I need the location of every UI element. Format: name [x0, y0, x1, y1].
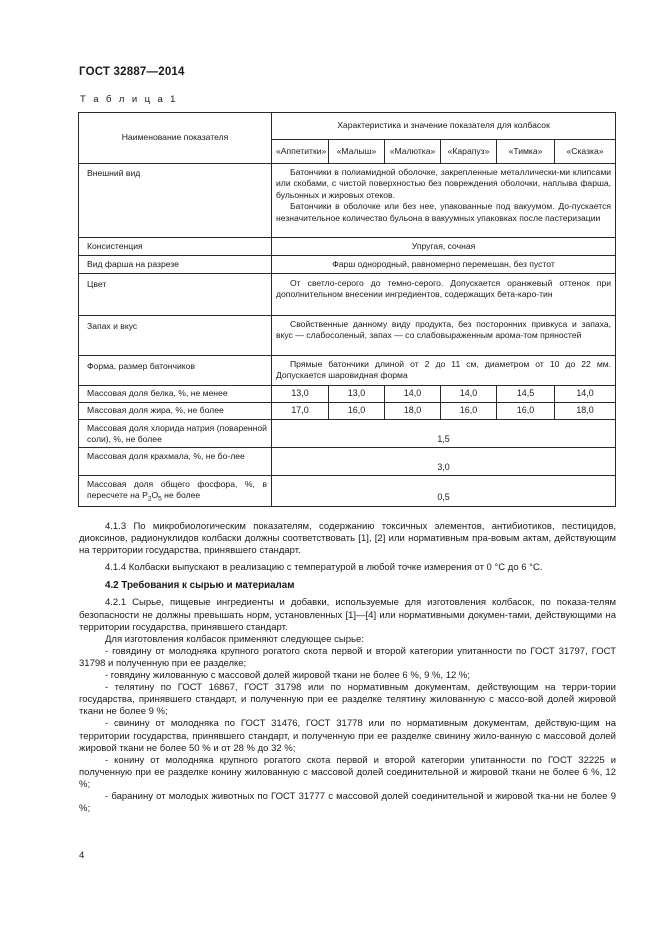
indicator-name: Запах и вкус: [79, 316, 272, 356]
indicator-value: [272, 274, 616, 316]
indicator-name: Массовая доля крахмала, %, не бо-лее: [79, 448, 272, 476]
table-caption: Т а б л и ц а 1: [80, 94, 178, 105]
value-paragraph: Батончики в полиамидной оболочке, закрепленные металлически-ми клипсами или скобами, с чистой поверхностью без повреждения оболочки, наплыва фарша, бульонных и жировых отеков.: [276, 167, 612, 200]
indicator-value: 3,0: [272, 448, 616, 476]
list-item: - конину от молодняка крупного рогатого скота первой и второй категории упитанности по ГОСТ 32225 и полученную при ее разделке конину жилованную с массовой долей соединительной и жировой ткани не более 6 %, 12 %;: [79, 754, 616, 790]
product-header: «Карапуз»: [441, 140, 497, 164]
numeric-value: 16,0: [329, 403, 385, 420]
indicator-value: [272, 164, 616, 238]
column-header-characteristic: Характеристика и значение показателя для колбасок: [272, 113, 616, 140]
page-number: 4: [79, 850, 85, 861]
list-item: - говядину жилованную с массовой долей жировой ткани не более 6 %, 9 %, 12 %;: [105, 670, 471, 682]
table-row: [79, 316, 616, 356]
section-heading-4-2: 4.2 Требования к сырью и материалам: [105, 580, 295, 592]
column-header-indicator: Наименование показателя: [79, 113, 272, 164]
raw-materials-intro: Для изготовления колбасок применяют следующее сырье:: [105, 633, 364, 645]
table-row: [79, 256, 616, 274]
indicator-name: Вид фарша на разрезе: [79, 256, 272, 274]
product-header: «Аппетитки»: [272, 140, 329, 164]
numeric-value: 13,0: [329, 386, 385, 403]
numeric-value: 16,0: [497, 403, 555, 420]
indicator-name: Внешний вид: [79, 164, 272, 238]
indicator-value: 0,5: [272, 476, 616, 507]
numeric-value: 14,5: [497, 386, 555, 403]
numeric-value: 17,0: [272, 403, 329, 420]
indicator-name: Консистенция: [79, 238, 272, 256]
table-row: [79, 448, 616, 476]
indicator-name: Массовая доля белка, %, не менее: [79, 386, 272, 403]
value-paragraph: Свойственные данному виду продукта, без посторонних привкуса и запаха, вкус — слабосоленый, запах — со слабовыраженным арома-том пряностей: [276, 319, 612, 341]
indicator-name: Форма, размер батончиков: [79, 356, 272, 386]
list-item: - свинину от молодняка по ГОСТ 31476, ГОСТ 31778 или по нормативным документам, действую-щим на территории государства, принявшего стандарт, и полученную при ее разделке свинину жило-ванную с массовой долей жировой ткани не более 50 % и от 28 % до 32 %;: [79, 718, 616, 754]
list-item: - баранину от молодых животных по ГОСТ 31777 с массовой долей соединительной и жировой тка-ни не более 9 %;: [79, 790, 616, 815]
indicator-value: [272, 316, 616, 356]
indicator-value: Упругая, сочная: [272, 238, 616, 256]
indicator-name: Цвет: [79, 274, 272, 316]
indicator-name: Массовая доля жира, %, не более: [79, 403, 272, 420]
indicator-value: Фарш однородный, равномерно перемешан, без пустот: [272, 256, 616, 274]
product-header: «Малыш»: [329, 140, 385, 164]
numeric-value: 18,0: [385, 403, 441, 420]
body-text: [79, 521, 616, 815]
table-row: [79, 420, 616, 448]
document-code: ГОСТ 32887—2014: [79, 66, 185, 78]
table-row: [79, 164, 616, 238]
product-header: «Сказка»: [555, 140, 616, 164]
indicator-value: 1,5: [272, 420, 616, 448]
table-row: [79, 238, 616, 256]
table-row: [79, 386, 616, 403]
indicator-name: Массовая доля общего фосфора, %, в пересчете на $P_2O_5$ не более: [79, 476, 272, 507]
numeric-value: 13,0: [272, 386, 329, 403]
indicator-value: [272, 356, 616, 386]
numeric-value: 14,0: [385, 386, 441, 403]
value-paragraph: Батончики в оболочке или без нее, упакованные под вакуумом. До-пускается незначительное количество бульона в вакуумных упаковках после пастеризации: [276, 201, 612, 223]
table-row: [79, 403, 616, 420]
list-item: - телятину по ГОСТ 16867, ГОСТ 31798 или по нормативным документам, действующим на терри-тории государства, принявшего стандарт, и полученную при ее разделке телятину жилованную с массо-вой долей жировой ткани не более 9 %;: [79, 682, 616, 718]
product-header: «Малютка»: [385, 140, 441, 164]
paragraph-4-1-3: 4.1.3 По микробиологическим показателям, содержанию токсичных элементов, антибиотиков, пестицидов, диоксинов, радионуклидов колбаски должны соответствовать [1], [2] или нормативным пра-вовым актам, действующим на территории государства, принявшего стандарт.: [79, 521, 616, 557]
value-paragraph: От светло-серого до темно-серого. Допускается оранжевый оттенок при дополнительном внесении ингредиентов, содержащих бета-каро-тин: [276, 278, 612, 300]
numeric-value: 14,0: [555, 386, 616, 403]
list-item: - говядину от молодняка крупного рогатого скота первой и второй категории упитанности по ГОСТ 31797, ГОСТ 31798 и полученную при ее разделке;: [79, 645, 616, 669]
paragraph-4-1-4: 4.1.4 Колбаски выпускают в реализацию с температурой в любой точке измерения от 0 °С до 6 °С.: [105, 562, 543, 574]
indicator-name: Массовая доля хлорида натрия (поваренной соли), %, не более: [79, 420, 272, 448]
numeric-value: 18,0: [555, 403, 616, 420]
characteristics-table: [78, 112, 616, 507]
table-row: [79, 476, 616, 507]
value-paragraph: Прямые батончики длиной от 2 до 11 см, диаметром от 10 до 22 мм. Допускается шаровидная форма: [276, 359, 612, 381]
table-row: [79, 274, 616, 316]
paragraph-4-2-1: 4.2.1 Сырье, пищевые ингредиенты и добавки, используемые для изготовления колбасок, по показа-телям безопасности не должны превышать норм, установленных [1]—[4] или нормативными докумен-тами, действующими на территории государства, принявшего стандарт.: [79, 597, 616, 633]
numeric-value: 14,0: [441, 386, 497, 403]
product-header: «Тимка»: [497, 140, 555, 164]
numeric-value: 16,0: [441, 403, 497, 420]
table-row: [79, 356, 616, 386]
